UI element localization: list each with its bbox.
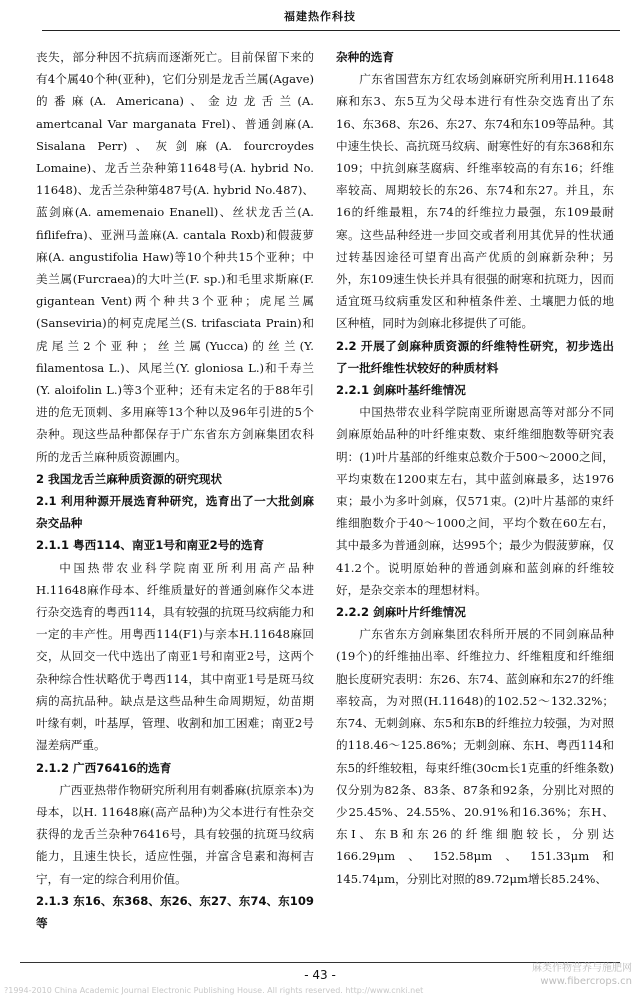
subsection-heading: 2.1 利用种源开展选育种研究，选育出了一大批剑麻杂交品种 bbox=[36, 494, 314, 531]
subsubsection-heading-continued: 杂种的选育 bbox=[336, 50, 394, 64]
body-paragraph: 丧失，部分种因不抗病而逐渐死亡。目前保留下来的有4个属40个种(亚种)，它们分别是龙舌兰属(Agave)的番麻(A. Americana)、金边龙舌兰(A. amertcanal Var marganata Frel)、普通剑麻(A. Sisalana Perr)、灰剑麻(A. fourcroydes Lomaine)、龙舌兰杂种第11648号(A. hybrid No. 11648)、龙舌兰杂种第487号(A. hybrid No.487)、蓝剑麻(A. amemenaio Enanell)、丝状龙舌兰(A. fiflifefra)、亚洲马盖麻(A. cantala Roxb)和假菠萝麻(A. angustifolia Haw)等10个种共15个亚种；中美兰属(Furcraea)的大叶兰(F. sp.)和毛里求斯麻(F. gigantean Vent)两个种共3个亚种；虎尾兰属(Sanseviria)的柯克虎尾兰(S. trifasciata Prain)和虎尾兰2个亚种；丝兰属(Yucca)的丝兰(Y. filamentosa L.)、风尾兰(Y. gloniosa L.)和千寿兰(Y. aloifolin L.)等3个亚种；还有未定名的于88年引进的危无顶剌、多用麻等13个种以及96年引进的5个杂种。现这些品种都保存于广东省东方剑麻集团农科所的龙舌兰麻种质资源圃内。 bbox=[36, 50, 314, 464]
section-heading: 2 我国龙舌兰麻种质资源的研究现状 bbox=[36, 471, 223, 486]
subsubsection-heading: 2.1.2 广西76416的选育 bbox=[36, 760, 172, 775]
body-paragraph: 中国热带农业科学院南亚所利用高产品种H.11648麻作母本、纤维质量好的普通剑麻作父本进行杂交选育的粤西114，具有较强的抗斑马纹病能力和一定的丰产性。用粤西114(F1)与亲本H.11648麻回交，从回交一代中选出了南亚1号和南亚2号，这两个杂种综合性状略优于粤西114，其中南亚1号是斑马纹病的高抗品种。缺点是这些品种生命周期短，幼苗期叶缘有刺，叶基厚，管理、收割和加工困难；南亚2号湿差病严重。 bbox=[36, 560, 314, 753]
body-paragraph: 广东省东方剑麻集团农科所开展的不同剑麻品种(19个)的纤维抽出率、纤维拉力、纤维粗度和纤维细胞长度研究表明：东26、东74、蓝剑麻和东27的纤维率较高，为对照(H.11648)的102.52～132.32%；东74、无刺剑麻、东5和东B的纤维拉力较强，为对照的118.46～125.86%；无刺剑麻、东H、粤西114和东5的纤维较粗，每束纤维(30cm长1克重的纤维条数)仅分别为82条、83条、87条和92条，分别比对照的少25.45%、24.55%、20.91%和16.36%；东H、东I、东B和东26的纤维细胞较长，分别达166.29μm、152.58μm、151.33μm和145.74μm，分别比对照的89.72μm增长85.24%、 bbox=[336, 627, 614, 886]
body-paragraph: 广西亚热带作物研究所利用有刺番麻(抗原亲本)为母本，以H. 11648麻(高产品种)为父本进行有性杂交获得的龙舌兰杂种76416号，具有较强的抗斑马纹病能力，且速生快长，适应性强，并富含皂素和海柯吉宁，有一定的综合利用价值。 bbox=[36, 782, 314, 886]
page-number: - 43 - bbox=[304, 968, 336, 982]
subsubsection-heading: 2.2.2 剑麻叶片纤维情况 bbox=[336, 605, 466, 620]
body-paragraph: 中国热带农业科学院南亚所谢恩高等对部分不同剑麻原始品种的叶纤维束数、束纤维细胞数等研究表明：(1)叶片基部的纤维束总数介于500～2000之间，平均束数在1200束左右，其中蓝剑麻最多，达1976束；最小为多叶剑麻，仅571束。(2)叶片基部的束纤维细胞数介于40～1000之间，平均个数在60左右，其中最多为普通剑麻，达995个；最少为假菠萝麻，仅41.2个。说明原始种的普通剑麻和蓝剑麻的纤维较好，是杂交亲本的理想材料。 bbox=[336, 405, 614, 597]
subsubsection-heading: 2.2.1 剑麻叶基纤维情况 bbox=[336, 383, 466, 398]
copyright-line: ?1994-2010 China Academic Journal Electronic Publishing House. All rights reserved. http://www.cnki.net bbox=[4, 986, 424, 995]
running-header bbox=[0, 0, 640, 40]
body-paragraph: 广东省国营东方红农场剑麻研究所利用H.11648麻和东3、东5互为父母本进行有性杂交选育出了东16、东368、东26、东27、东74和东109等品种。其中速生快长、高抗斑马纹病、耐寒性好的有东368和东109；中抗剑麻茎腐病、纤维率较高的有东16；纤维率较高、周期较长的东26、东74和东27。并且，东16的纤维最粗，东74的纤维拉力最强，东109最耐寒。这些品种经进一步回交或者利用其优异的性状通过转基因途径可望育出高产优质的剑麻新杂种；另外，东109速生快长并具有很强的耐寒和抗斑力，因而适宜斑马纹病重发区和种植条件差、土壤肥力低的地区种植，同时为剑麻北移提供了可能。 bbox=[336, 72, 614, 331]
journal-title: 福建热作科技 bbox=[284, 10, 356, 23]
right-column bbox=[336, 46, 614, 956]
watermark-url: www.fibercrops.cn bbox=[540, 976, 632, 987]
subsubsection-heading: 2.1.1 粤西114、南亚1号和南亚2号的选育 bbox=[36, 538, 265, 553]
subsubsection-heading: 2.1.3 东16、东368、东26、东27、东74、东109等 bbox=[36, 893, 314, 930]
watermark-line: 麻类作物营养与施肥网 bbox=[532, 963, 632, 974]
subsection-heading: 2.2 开展了剑麻种质资源的纤维特性研究，初步选出了一批纤维性状较好的种质材料 bbox=[336, 338, 614, 375]
header-rule bbox=[42, 30, 620, 31]
site-watermark bbox=[512, 962, 632, 988]
left-column bbox=[36, 46, 314, 956]
